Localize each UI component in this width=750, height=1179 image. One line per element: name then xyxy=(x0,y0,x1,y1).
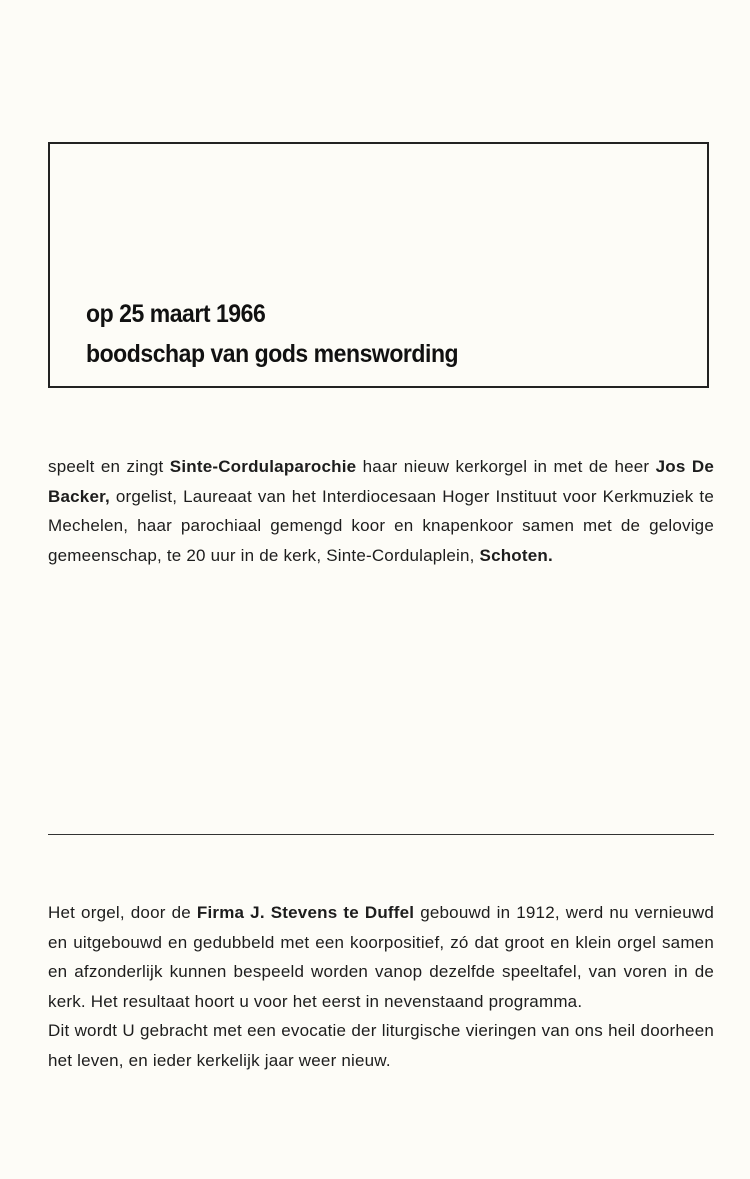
title-block xyxy=(86,294,458,374)
event-title: boodschap van gods menswording xyxy=(86,340,459,368)
organ-paragraph xyxy=(48,898,714,1075)
organist-name: Jos De Backer, xyxy=(48,457,714,506)
organ-text-2: gebouwd in 1912, werd nu vernieuwd en uitgebouwd en gedubbeld met een koorpositief, zó dat groot en klein orgel samen en afzonderlijk kunnen bespeeld worden vanop dezelfde speeltafel, van voren in de kerk. Het resultaat hoort u voor het eerst in nevenstaand programma. xyxy=(48,903,714,1011)
firm-name: Firma J. Stevens te Duffel xyxy=(196,903,415,922)
intro-text-1: speelt en zingt xyxy=(48,457,170,476)
intro-text-3: orgelist, Laureaat van het Interdiocesaan Hoger Instituut voor Kerkmuziek te Mechelen, haar parochiaal gemengd koor en knapenkoor samen met de gelovige gemeenschap, te 20 uur in de kerk, Sinte-Cordulaplein, xyxy=(48,486,714,565)
title-box xyxy=(48,142,709,388)
organ-text-1: Het orgel, door de xyxy=(48,903,197,922)
event-date: op 25 maart 1966 xyxy=(86,300,266,328)
section-divider xyxy=(48,834,714,835)
organ-text-3: Dit wordt U gebracht met een evocatie der liturgische vieringen van ons heil doorheen het leven, en ieder kerkelijk jaar weer nieuw. xyxy=(48,1021,714,1070)
intro-paragraph xyxy=(48,452,714,570)
town-name: Schoten. xyxy=(479,545,553,565)
parish-name: Sinte-Cordulaparochie xyxy=(169,457,357,476)
intro-text-2: haar nieuw kerkorgel in met de heer xyxy=(356,457,656,476)
